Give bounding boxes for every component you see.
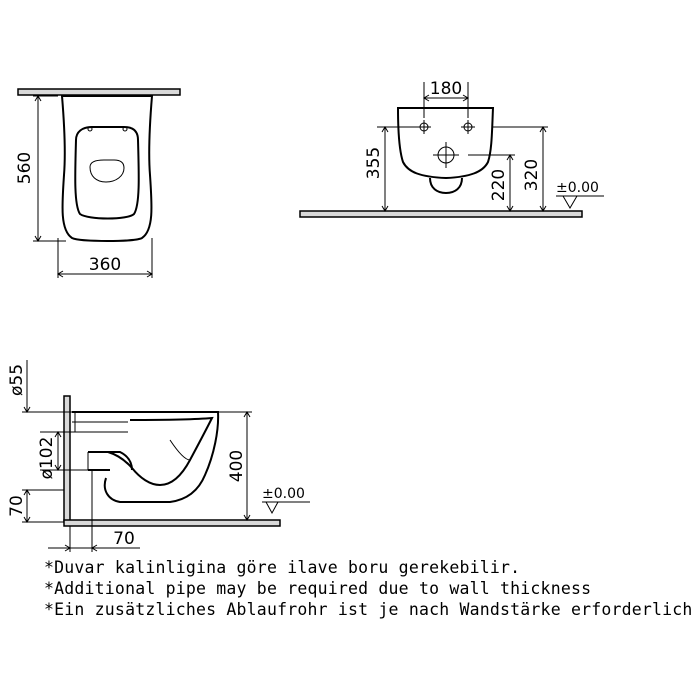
side-view-height-label: 400 — [227, 449, 247, 483]
top-view-length-label: 560 — [15, 151, 35, 185]
top-view — [15, 89, 180, 278]
front-view-outlet — [430, 178, 462, 193]
side-view-floor-level-label: ±0.00 — [262, 486, 305, 502]
side-view-bowl-outline — [72, 412, 218, 502]
side-view-outlet-offset-label: 70 — [7, 495, 27, 517]
note-turkish: *Duvar kalinligina göre ilave boru gerekebilir. — [44, 558, 521, 577]
top-view-width-label: 360 — [88, 255, 122, 275]
front-view-fixing-distance-label: 180 — [429, 79, 463, 99]
side-view-bowl-interior — [108, 418, 212, 485]
side-view-floor — [64, 520, 280, 526]
top-view-wall — [18, 89, 180, 95]
front-view-outlet-height-label: 320 — [522, 158, 542, 192]
notes — [44, 557, 700, 620]
side-view — [7, 360, 310, 552]
top-view-seat-outline — [75, 127, 139, 219]
front-view-floor — [300, 211, 582, 217]
note-german: *Ein zusätzliches Ablaufrohr ist je nach Wandstärke erforderlich — [44, 600, 693, 619]
front-view-fixing-bolts — [417, 120, 475, 168]
side-view-wall — [64, 396, 70, 522]
front-view-floor-level-label: ±0.00 — [556, 180, 599, 196]
side-view-outlet-diameter-label: ø102 — [37, 436, 57, 480]
front-view-pipe-height-label: 220 — [489, 168, 509, 202]
front-view — [300, 79, 604, 217]
side-view-level-marker — [266, 502, 278, 513]
front-view-bolt-height-label: 355 — [364, 146, 384, 180]
front-view-level-marker — [563, 196, 577, 208]
note-english: *Additional pipe may be required due to wall thickness — [44, 579, 592, 598]
side-view-wall-offset-label: 70 — [113, 529, 135, 549]
side-view-inlet-diameter-label: ø55 — [7, 363, 27, 397]
top-view-seat-opening — [90, 160, 124, 182]
